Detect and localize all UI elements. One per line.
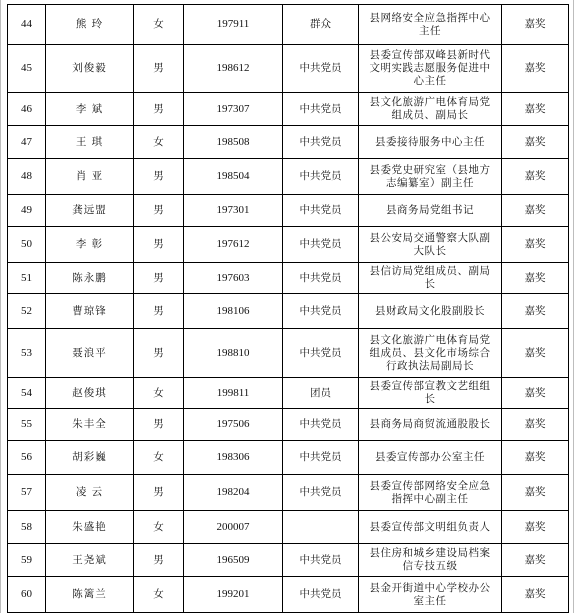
position: 县委宣传部双峰县新时代文明实践志愿服务促进中心主任 <box>359 45 502 93</box>
person-name: 李 斌 <box>46 93 134 126</box>
political-status: 中共党员 <box>283 263 359 294</box>
person-name: 聂浪平 <box>46 329 134 378</box>
gender: 男 <box>134 329 184 378</box>
award: 嘉奖 <box>502 577 569 613</box>
birth-date: 198508 <box>184 126 283 159</box>
political-status: 中共党员 <box>283 294 359 329</box>
row-number: 53 <box>8 329 46 378</box>
award-roster-table <box>7 4 569 613</box>
award: 嘉奖 <box>502 5 569 45</box>
award: 嘉奖 <box>502 511 569 544</box>
table-row <box>8 45 569 93</box>
table-row <box>8 93 569 126</box>
table-row <box>8 294 569 329</box>
table-row <box>8 378 569 409</box>
person-name: 曹琼锋 <box>46 294 134 329</box>
award: 嘉奖 <box>502 263 569 294</box>
table-row <box>8 544 569 577</box>
row-number: 54 <box>8 378 46 409</box>
award: 嘉奖 <box>502 441 569 475</box>
table-row <box>8 409 569 441</box>
position: 县委宣传部办公室主任 <box>359 441 502 475</box>
award: 嘉奖 <box>502 544 569 577</box>
position: 县住房和城乡建设局档案信专技五级 <box>359 544 502 577</box>
gender: 女 <box>134 441 184 475</box>
row-number: 48 <box>8 159 46 195</box>
award: 嘉奖 <box>502 329 569 378</box>
table-row <box>8 5 569 45</box>
table-row <box>8 195 569 227</box>
gender: 男 <box>134 409 184 441</box>
position: 县网络安全应急指挥中心主任 <box>359 5 502 45</box>
person-name: 凌 云 <box>46 475 134 511</box>
row-number: 51 <box>8 263 46 294</box>
birth-date: 197911 <box>184 5 283 45</box>
gender: 男 <box>134 475 184 511</box>
award: 嘉奖 <box>502 159 569 195</box>
gender: 女 <box>134 577 184 613</box>
political-status: 中共党员 <box>283 409 359 441</box>
birth-date: 197603 <box>184 263 283 294</box>
birth-date: 200007 <box>184 511 283 544</box>
position: 县委宣传部网络安全应急指挥中心副主任 <box>359 475 502 511</box>
table-row <box>8 329 569 378</box>
table-row <box>8 475 569 511</box>
row-number: 57 <box>8 475 46 511</box>
birth-date: 197307 <box>184 93 283 126</box>
birth-date: 198612 <box>184 45 283 93</box>
award: 嘉奖 <box>502 93 569 126</box>
row-number: 58 <box>8 511 46 544</box>
political-status: 中共党员 <box>283 195 359 227</box>
person-name: 肖 亚 <box>46 159 134 195</box>
award: 嘉奖 <box>502 409 569 441</box>
person-name: 龚远盟 <box>46 195 134 227</box>
person-name: 胡彩巍 <box>46 441 134 475</box>
table-row <box>8 511 569 544</box>
gender: 男 <box>134 544 184 577</box>
gender: 男 <box>134 263 184 294</box>
award: 嘉奖 <box>502 378 569 409</box>
position: 县文化旅游广电体育局党组成员、县文化市场综合行政执法局副局长 <box>359 329 502 378</box>
person-name: 陈永鹏 <box>46 263 134 294</box>
person-name: 陈篱兰 <box>46 577 134 613</box>
person-name: 朱丰全 <box>46 409 134 441</box>
table-row <box>8 126 569 159</box>
political-status <box>283 511 359 544</box>
position: 县文化旅游广电体育局党组成员、副局长 <box>359 93 502 126</box>
position: 县商务局商贸流通股股长 <box>359 409 502 441</box>
gender: 女 <box>134 511 184 544</box>
person-name: 赵俊琪 <box>46 378 134 409</box>
gender: 男 <box>134 159 184 195</box>
political-status: 中共党员 <box>283 227 359 263</box>
row-number: 49 <box>8 195 46 227</box>
row-number: 45 <box>8 45 46 93</box>
birth-date: 197612 <box>184 227 283 263</box>
birth-date: 198204 <box>184 475 283 511</box>
person-name: 熊 玲 <box>46 5 134 45</box>
position: 县金开街道中心学校办公室主任 <box>359 577 502 613</box>
row-number: 56 <box>8 441 46 475</box>
political-status: 中共党员 <box>283 475 359 511</box>
award: 嘉奖 <box>502 195 569 227</box>
position: 县委党史研究室（县地方志编纂室）副主任 <box>359 159 502 195</box>
person-name: 刘俊毅 <box>46 45 134 93</box>
political-status: 中共党员 <box>283 329 359 378</box>
birth-date: 197506 <box>184 409 283 441</box>
position: 县公安局交通警察大队副大队长 <box>359 227 502 263</box>
award: 嘉奖 <box>502 227 569 263</box>
position: 县委接待服务中心主任 <box>359 126 502 159</box>
table-row <box>8 263 569 294</box>
row-number: 55 <box>8 409 46 441</box>
political-status: 中共党员 <box>283 159 359 195</box>
birth-date: 198810 <box>184 329 283 378</box>
award: 嘉奖 <box>502 45 569 93</box>
birth-date: 196509 <box>184 544 283 577</box>
person-name: 李 彰 <box>46 227 134 263</box>
gender: 男 <box>134 93 184 126</box>
position: 县委宣传部文明组负责人 <box>359 511 502 544</box>
political-status: 中共党员 <box>283 577 359 613</box>
gender: 女 <box>134 5 184 45</box>
award: 嘉奖 <box>502 475 569 511</box>
person-name: 王 琪 <box>46 126 134 159</box>
political-status: 中共党员 <box>283 45 359 93</box>
award: 嘉奖 <box>502 294 569 329</box>
birth-date: 198504 <box>184 159 283 195</box>
table-row <box>8 227 569 263</box>
person-name: 王尧斌 <box>46 544 134 577</box>
gender: 男 <box>134 294 184 329</box>
page-edge-left <box>0 0 1 613</box>
birth-date: 199811 <box>184 378 283 409</box>
table-row <box>8 159 569 195</box>
political-status: 中共党员 <box>283 126 359 159</box>
birth-date: 199201 <box>184 577 283 613</box>
row-number: 46 <box>8 93 46 126</box>
position: 县财政局文化股副股长 <box>359 294 502 329</box>
person-name: 朱盛艳 <box>46 511 134 544</box>
position: 县信访局党组成员、副局长 <box>359 263 502 294</box>
gender: 女 <box>134 378 184 409</box>
position: 县委宣传部宣教文艺组组长 <box>359 378 502 409</box>
award: 嘉奖 <box>502 126 569 159</box>
political-status: 中共党员 <box>283 544 359 577</box>
gender: 男 <box>134 45 184 93</box>
row-number: 60 <box>8 577 46 613</box>
row-number: 50 <box>8 227 46 263</box>
political-status: 中共党员 <box>283 93 359 126</box>
row-number: 59 <box>8 544 46 577</box>
political-status: 中共党员 <box>283 441 359 475</box>
gender: 女 <box>134 126 184 159</box>
gender: 男 <box>134 227 184 263</box>
birth-date: 198106 <box>184 294 283 329</box>
table-row <box>8 577 569 613</box>
position: 县商务局党组书记 <box>359 195 502 227</box>
row-number: 52 <box>8 294 46 329</box>
political-status: 团员 <box>283 378 359 409</box>
birth-date: 197301 <box>184 195 283 227</box>
row-number: 44 <box>8 5 46 45</box>
row-number: 47 <box>8 126 46 159</box>
birth-date: 198306 <box>184 441 283 475</box>
table-row <box>8 441 569 475</box>
political-status: 群众 <box>283 5 359 45</box>
gender: 男 <box>134 195 184 227</box>
